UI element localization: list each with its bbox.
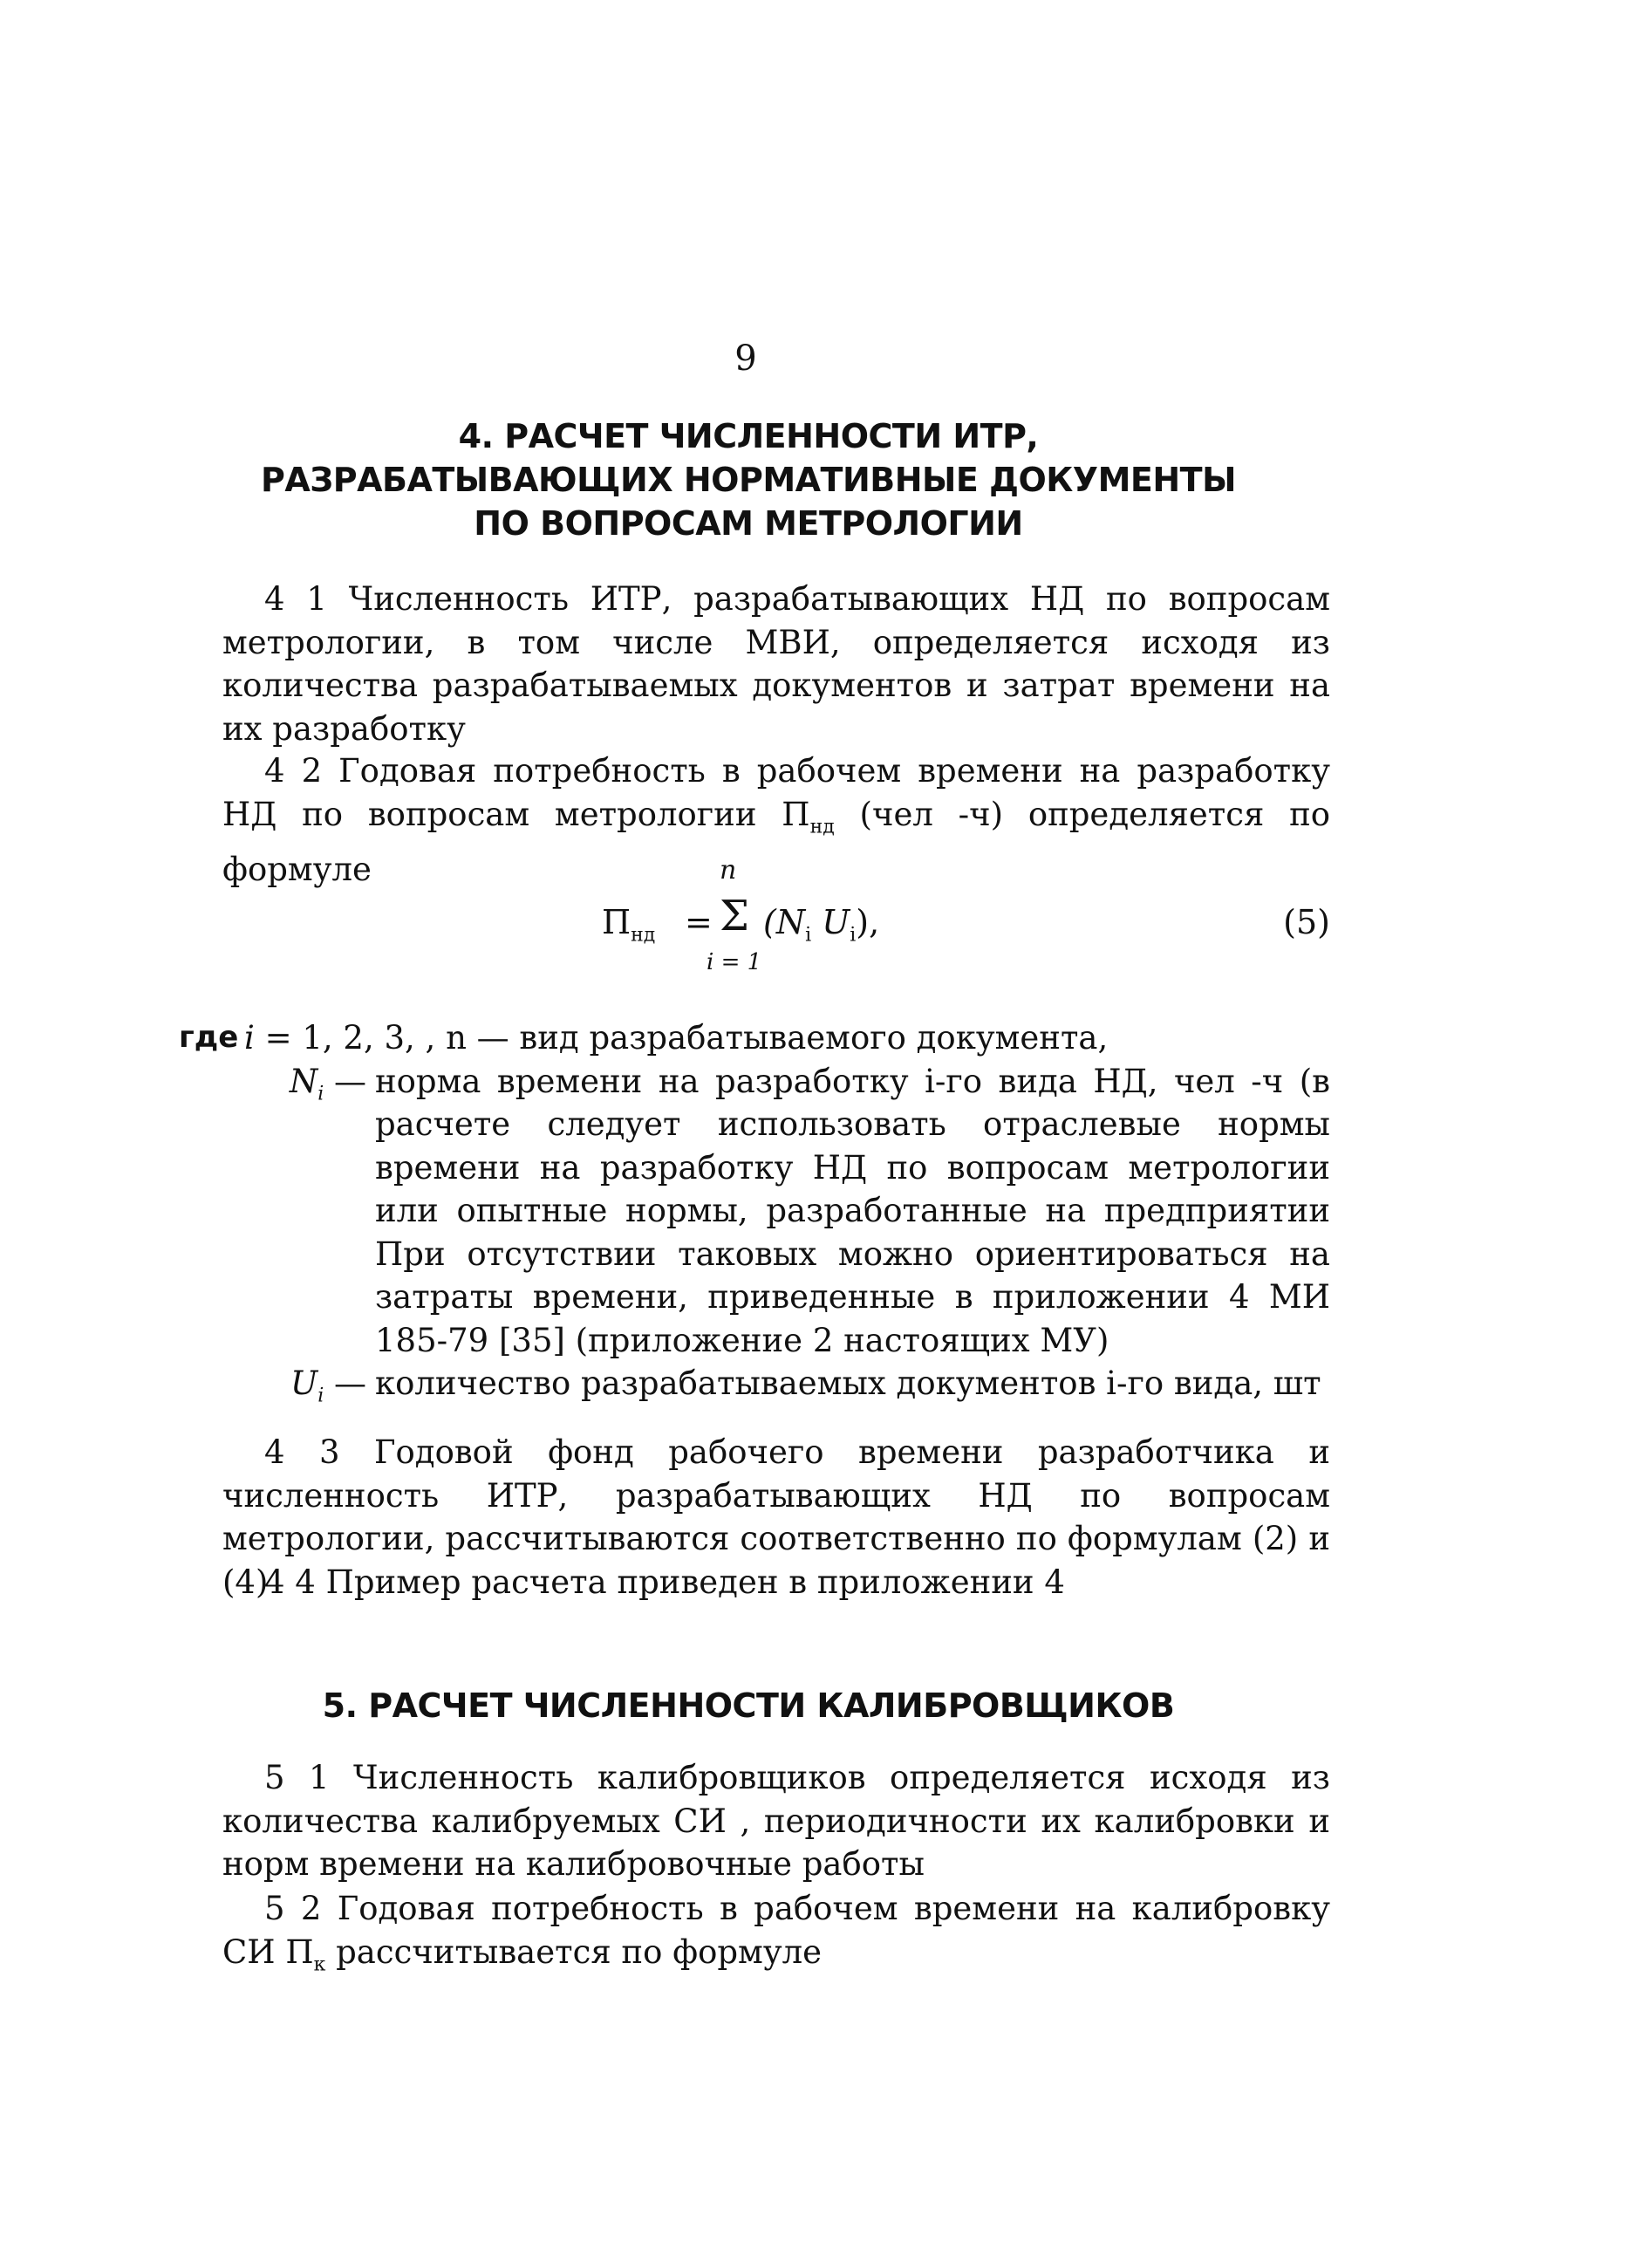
formula-lhs-symbol: П [602, 903, 631, 941]
formula-upper-limit: n [720, 855, 737, 886]
definition-i-description: = 1, 2, 3, , n — вид разрабатываемого документа, [264, 1019, 1109, 1057]
formula-rhs-index-2: i [850, 924, 857, 947]
paragraph-4-4: 4 4 Пример расчета приведен в приложении 4 [264, 1563, 1065, 1601]
paragraph-4-2-tail: (чел -ч) определяется по формуле [222, 795, 1331, 889]
definition-u-symbol [222, 1362, 366, 1418]
definition-u-dash: — [334, 1365, 366, 1402]
definition-i [179, 1016, 1330, 1060]
definitions-list [179, 1016, 1330, 1407]
definition-u [222, 1362, 1330, 1406]
section-5-heading [209, 1684, 1287, 1727]
definition-n-text: норма времени на разработку i-го вида НД, чел -ч (в расчете следует использовать отраслевые нормы времени на разработку НД по вопросам метрологии или опытные нормы, разработанные на предприятии При отсутствии таковых можно ориентироваться на затраты времени, приведенные в приложении 4 МИ 185-79 [35] (приложение 2 настоящих МУ) [375, 1062, 1330, 1359]
definition-u-letter: U [290, 1365, 318, 1402]
definition-i-symbol: i [244, 1019, 255, 1057]
paragraph-4-2-text: 4 2 Годовая потребность в рабочем времени на разработку НД по вопросам метрологии П [222, 752, 1330, 833]
paragraph-5-2-subscript: к [313, 1953, 326, 1975]
paragraph-4-3: 4 3 Годовой фонд рабочего времени разработчика и численность ИТР, разрабатывающих НД по вопросам метрологии, рассчитываются соответственно по формулам (2) и (4) [222, 1433, 1330, 1601]
paragraph-4-2-subscript: нд [809, 815, 835, 838]
section-5-heading-line: 5. РАСЧЕТ ЧИСЛЕННОСТИ КАЛИБРОВЩИКОВ [322, 1686, 1175, 1725]
formula-lhs-subscript: нд [631, 924, 656, 947]
formula-lower-limit: i = 1 [707, 949, 762, 975]
section-4-heading-line-1: 4. РАСЧЕТ ЧИСЛЕННОСТИ ИТР, [458, 417, 1039, 455]
paragraph-5-2 [222, 1887, 1330, 1986]
formula-rhs [763, 903, 879, 947]
formula-sigma: Σ [720, 892, 749, 940]
section-4-heading [209, 414, 1287, 545]
definition-u-subscript: i [317, 1385, 324, 1407]
section-4-heading-line-2: РАЗРАБАТЫВАЮЩИХ НОРМАТИВНЫЕ ДОКУМЕНТЫ [261, 461, 1236, 499]
paragraph-5-2-tail: рассчитывается по формуле [325, 1932, 822, 1971]
section-4-heading-line-3: ПО ВОПРОСАМ МЕТРОЛОГИИ [474, 504, 1023, 543]
formula-rhs-close: ), [856, 903, 880, 941]
definition-n-letter: N [289, 1062, 318, 1100]
definition-n [222, 1060, 1330, 1363]
definition-i-text [244, 1016, 1330, 1060]
definition-n-symbol [222, 1060, 366, 1116]
formula-5 [222, 855, 1330, 995]
paragraph-4-1: 4 1 Численность ИТР, разрабатывающих НД по вопросам метрологии, в том числе МВИ, определяется исходя из количества разрабатываемых документов и затрат времени на их разработку [222, 580, 1330, 748]
formula-number: (5) [1283, 903, 1330, 941]
formula-rhs-open: (N [763, 903, 806, 941]
formula-rhs-index-1: i [805, 924, 812, 947]
formula-rhs-mid: U [811, 903, 850, 941]
definition-n-subscript: i [317, 1082, 324, 1105]
paragraph-5-2-text: 5 2 Годовая потребность в рабочем времени на калибровку СИ П [222, 1890, 1330, 1971]
page-number: 9 [734, 339, 757, 379]
definition-u-text: количество разрабатываемых документов i-го вида, шт [375, 1365, 1321, 1402]
formula-lhs [602, 903, 655, 947]
paragraph-5-1: 5 1 Численность калибровщиков определяется исходя из количества калибруемых СИ , периодичности их калибровки и норм времени на калибровочные работы [222, 1759, 1330, 1883]
definition-n-dash: — [334, 1062, 366, 1100]
definition-where-label: где [179, 1020, 239, 1055]
formula-equals: = [685, 903, 713, 941]
